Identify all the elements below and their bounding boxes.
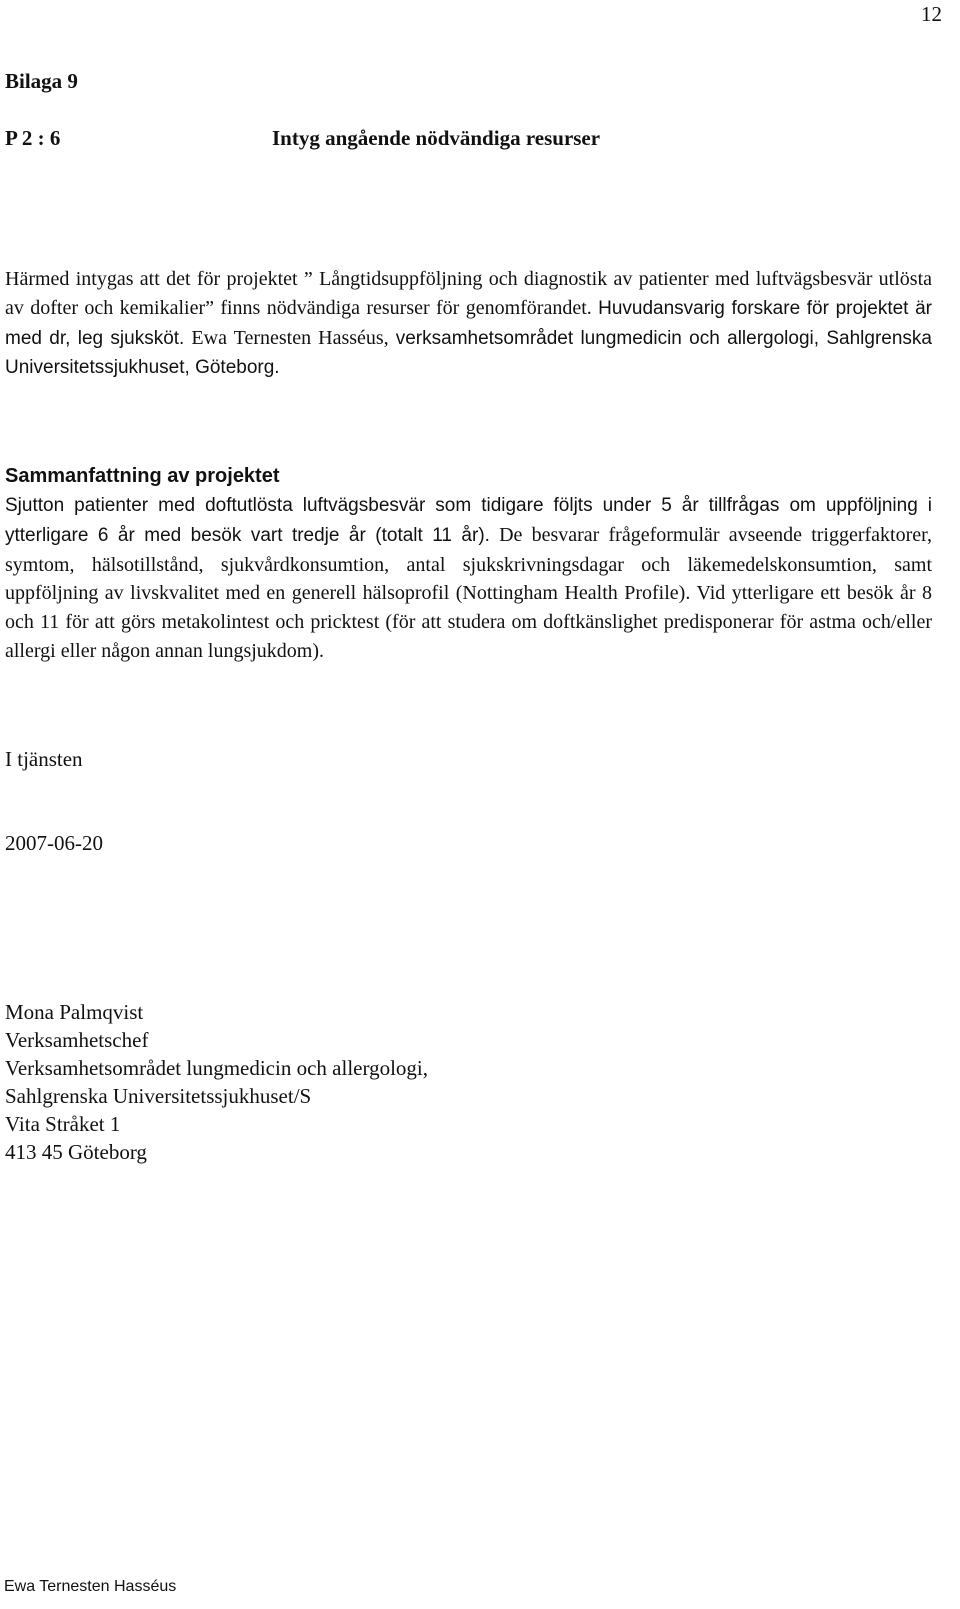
- summary-paragraph: [5, 491, 932, 666]
- intro-text-part4: verksamhetsområdet lungmedicin och allergologi, Sahlgrenska Universitetssjukhuset, Göteborg.: [5, 327, 932, 379]
- summary-text-part2: De besvarar frågeformulär avseende triggerfaktorer, symtom, hälsotillstånd, sjukvårdkonsumtion, antal sjukskrivningsdagar och läkemedelskonsumtion, samt uppföljning av livskvalitet med en generell hälsoprofil (Nottingham Health Profile). Vid ytterligare ett besök år 8 och 11 för att görs metakolintest och pricktest (för att studera om doftkänslighet predisponerar för astma och/eller allergi eller någon annan lungsjukdom).: [5, 523, 933, 662]
- page-number: 12: [921, 2, 942, 26]
- summary-text-part1: Sjutton patienter med doftutlösta luftvägsbesvär som tidigare följts under 5 år tillfrågas om uppföljning i ytterligare 6 år med besök vart tredje år (totalt 11 år).: [5, 495, 932, 546]
- appendix-label: Bilaga 9: [5, 69, 78, 93]
- intro-paragraph: [5, 265, 932, 383]
- summary-heading: Sammanfattning av projektet: [5, 465, 280, 487]
- signatory-name: Mona Palmqvist: [5, 1000, 144, 1024]
- signature-block: [5, 998, 428, 1166]
- signatory-department: Verksamhetsområdet lungmedicin och allergologi,: [5, 1056, 429, 1080]
- signatory-city: 413 45 Göteborg: [5, 1140, 147, 1164]
- document-date: 2007-06-20: [5, 831, 103, 855]
- closing-text: I tjänsten: [5, 747, 83, 771]
- project-code: P 2 : 6: [5, 126, 61, 150]
- intro-text-part1: Härmed intygas att det för projektet ” Långtidsuppföljning och diagnostik av patienter med luftvägsbesvär utlösta av dofter och kemikalier” finns nödvändiga resurser för genomförandet.: [5, 268, 932, 319]
- intro-text-part3: Ewa Ternesten Hasséus,: [191, 326, 396, 349]
- document-title: Intyg angående nödvändiga resurser: [272, 126, 601, 150]
- intro-text-part2: Huvudansvarig forskare för projektet är med dr, leg sjuksköt.: [5, 297, 932, 349]
- signatory-title: Verksamhetschef: [5, 1028, 149, 1052]
- signatory-hospital: Sahlgrenska Universitetssjukhuset/S: [5, 1084, 312, 1108]
- signatory-street: Vita Stråket 1: [5, 1112, 121, 1136]
- footer-author: Ewa Ternesten Hasséus: [4, 1578, 177, 1595]
